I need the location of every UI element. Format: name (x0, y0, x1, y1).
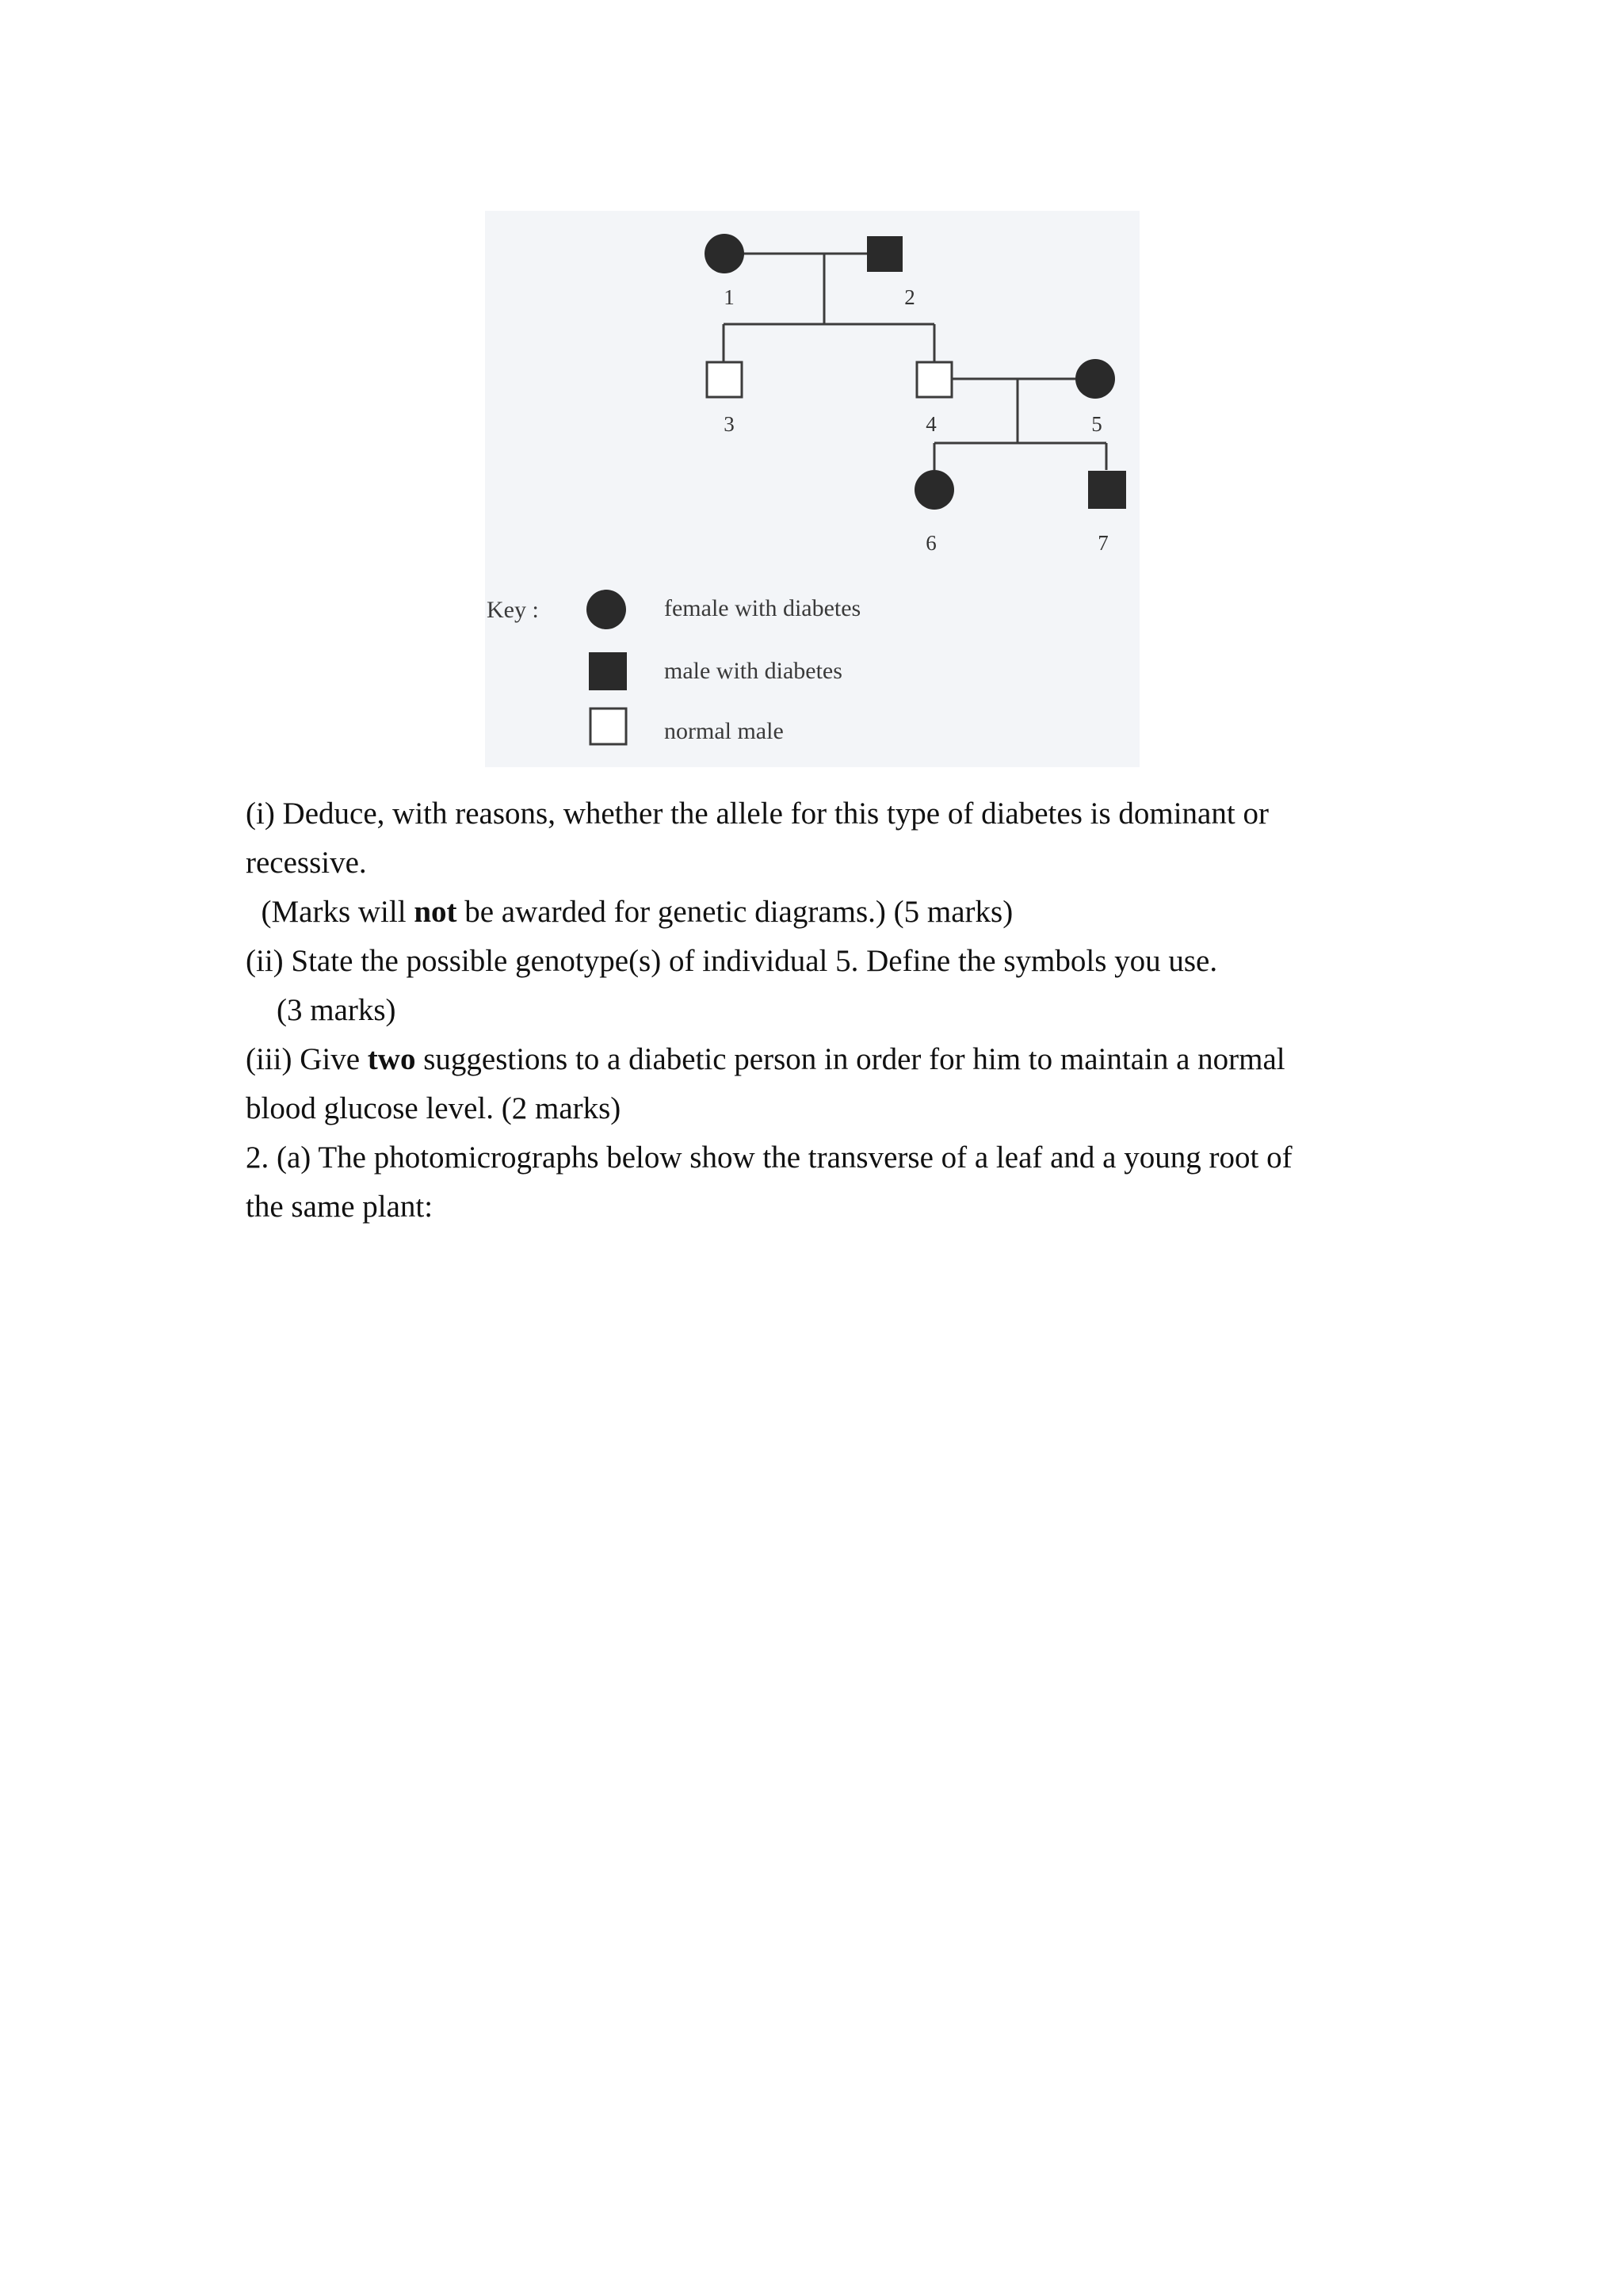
key-title: Key : (487, 597, 539, 623)
key-normal-male-label: normal male (664, 718, 784, 744)
pedigree-diagram (485, 211, 1140, 767)
label-individual-1: 1 (724, 285, 735, 309)
individual-4-male-normal (917, 362, 952, 397)
question-text (246, 789, 1403, 1232)
label-individual-2: 2 (904, 285, 915, 309)
key-female-affected-label: female with diabetes (664, 595, 861, 621)
question-ii-line-2: (3 marks) (246, 993, 396, 1027)
individual-6-female-affected (915, 470, 954, 510)
key-female-affected-symbol (586, 590, 626, 629)
question-i-note-end: be awarded for genetic diagrams.) (5 marks) (456, 895, 1014, 929)
individual-1-female-affected (705, 234, 744, 273)
individual-2-male-affected (867, 236, 903, 272)
question-iii-line-1 (246, 1035, 1403, 1084)
question-ii-line-1: (ii) State the possible genotype(s) of individual 5. Define the symbols you use. (246, 944, 1218, 978)
key-normal-male-symbol (590, 709, 626, 744)
question-iii-end: suggestions to a diabetic person in order for him to maintain a normal (415, 1042, 1285, 1076)
label-individual-7: 7 (1098, 531, 1109, 555)
question-iii-line-2: blood glucose level. (2 marks) (246, 1091, 621, 1125)
question-2a-line-2: the same plant: (246, 1190, 433, 1224)
question-i-note (246, 888, 1403, 937)
question-2a-line-1: 2. (a) The photomicrographs below show the transverse of a leaf and a young root of (246, 1140, 1293, 1175)
question-i-line-2: recessive. (246, 846, 367, 880)
question-iii-start: (iii) Give (246, 1042, 368, 1076)
question-i-note-emphasis: not (414, 895, 457, 929)
individual-7-male-affected (1088, 471, 1126, 509)
label-individual-3: 3 (724, 412, 735, 436)
label-individual-4: 4 (926, 412, 937, 436)
pedigree-figure (485, 211, 1140, 767)
question-i-note-start: (Marks will (246, 895, 414, 929)
key-male-affected-symbol (589, 652, 627, 690)
label-individual-6: 6 (926, 531, 937, 555)
key-male-affected-label: male with diabetes (664, 658, 842, 684)
individual-5-female-affected (1075, 359, 1115, 399)
question-iii-emphasis: two (367, 1042, 416, 1076)
individual-3-male-normal (707, 362, 742, 397)
label-individual-5: 5 (1091, 412, 1102, 436)
question-i-line-1: (i) Deduce, with reasons, whether the allele for this type of diabetes is dominant or (246, 797, 1269, 831)
